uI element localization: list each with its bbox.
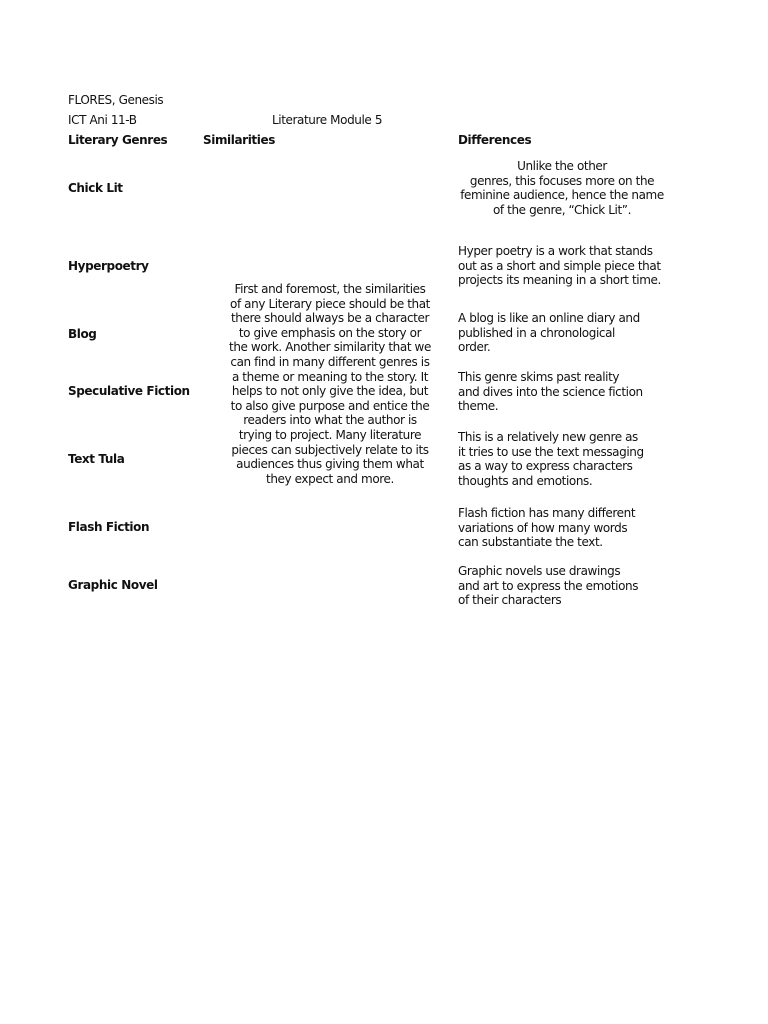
- module-title: Literature Module 5: [272, 113, 383, 127]
- student-name: FLORES, Genesis: [68, 93, 164, 107]
- difference-line: published in a chronological: [458, 325, 615, 340]
- difference-line: This genre skims past reality: [458, 370, 620, 384]
- difference-line: Flash fiction has many different: [458, 506, 636, 520]
- column-header-differences: Differences: [458, 133, 532, 147]
- similarities-line: can find in many different genres is: [230, 354, 430, 369]
- similarities-line: a theme or meaning to the story. It: [231, 369, 429, 384]
- difference-flash-fiction: [458, 506, 688, 550]
- difference-text-tula: [458, 430, 688, 488]
- genre-blog: Blog: [68, 327, 97, 341]
- difference-graphic-novel: [458, 564, 688, 608]
- similarities-line: the work. Another similarity that we: [229, 340, 431, 355]
- difference-chick-lit: [452, 159, 672, 217]
- similarities-line: helps to not only give the idea, but: [231, 384, 429, 399]
- similarities-line: they expect and more.: [266, 471, 394, 486]
- similarities-line: to also give purpose and entice the: [230, 398, 430, 413]
- similarities-line: readers into what the author is: [243, 413, 417, 428]
- genre-text-tula: Text Tula: [68, 452, 125, 466]
- difference-line: of their characters: [458, 593, 562, 608]
- similarities-line: audiences thus giving them what: [236, 457, 424, 472]
- genre-graphic-novel: Graphic Novel: [68, 578, 158, 592]
- difference-line: it tries to use the text messaging: [458, 444, 644, 459]
- difference-line: as a way to express characters: [458, 459, 633, 474]
- difference-speculative-fiction: [458, 370, 688, 414]
- genre-speculative-fiction: Speculative Fiction: [68, 384, 190, 398]
- difference-line: A blog is like an online diary and: [458, 311, 640, 325]
- column-header-genres: Literary Genres: [68, 133, 168, 147]
- column-header-similarities: Similarities: [203, 133, 275, 147]
- genre-flash-fiction: Flash Fiction: [68, 520, 150, 534]
- genre-chick-lit: Chick Lit: [68, 181, 123, 195]
- similarities-line: trying to project. Many literature: [238, 427, 422, 442]
- difference-line: theme.: [458, 399, 499, 414]
- difference-line: feminine audience, hence the name: [460, 188, 664, 203]
- difference-blog: [458, 311, 688, 355]
- difference-line: Graphic novels use drawings: [458, 564, 621, 578]
- class-section: ICT Ani 11-B: [68, 113, 137, 127]
- similarities-line: there should always be a character: [231, 311, 429, 326]
- difference-line: of the genre, “Chick Lit”.: [492, 202, 631, 217]
- difference-line: out as a short and simple piece that: [458, 258, 661, 273]
- difference-line: variations of how many words: [458, 520, 628, 535]
- similarities-line: of any Literary piece should be that: [230, 296, 430, 311]
- difference-line: order.: [458, 340, 491, 355]
- genre-hyperpoetry: Hyperpoetry: [68, 259, 149, 273]
- difference-line: Hyper poetry is a work that stands: [458, 244, 653, 258]
- difference-hyperpoetry: [458, 244, 688, 288]
- difference-line: can substantiate the text.: [458, 535, 603, 550]
- difference-line: and dives into the science fiction: [458, 384, 643, 399]
- similarities-paragraph: [222, 282, 438, 486]
- difference-line: and art to express the emotions: [458, 578, 639, 593]
- difference-line: thoughts and emotions.: [458, 473, 593, 488]
- similarities-line: First and foremost, the similarities: [234, 282, 426, 296]
- difference-line: genres, this focuses more on the: [469, 173, 655, 188]
- difference-line: projects its meaning in a short time.: [458, 273, 661, 288]
- difference-line: Unlike the other: [517, 159, 607, 173]
- difference-line: This is a relatively new genre as: [458, 430, 638, 444]
- similarities-line: pieces can subjectively relate to its: [231, 442, 429, 457]
- similarities-line: to give emphasis on the story or: [238, 325, 422, 340]
